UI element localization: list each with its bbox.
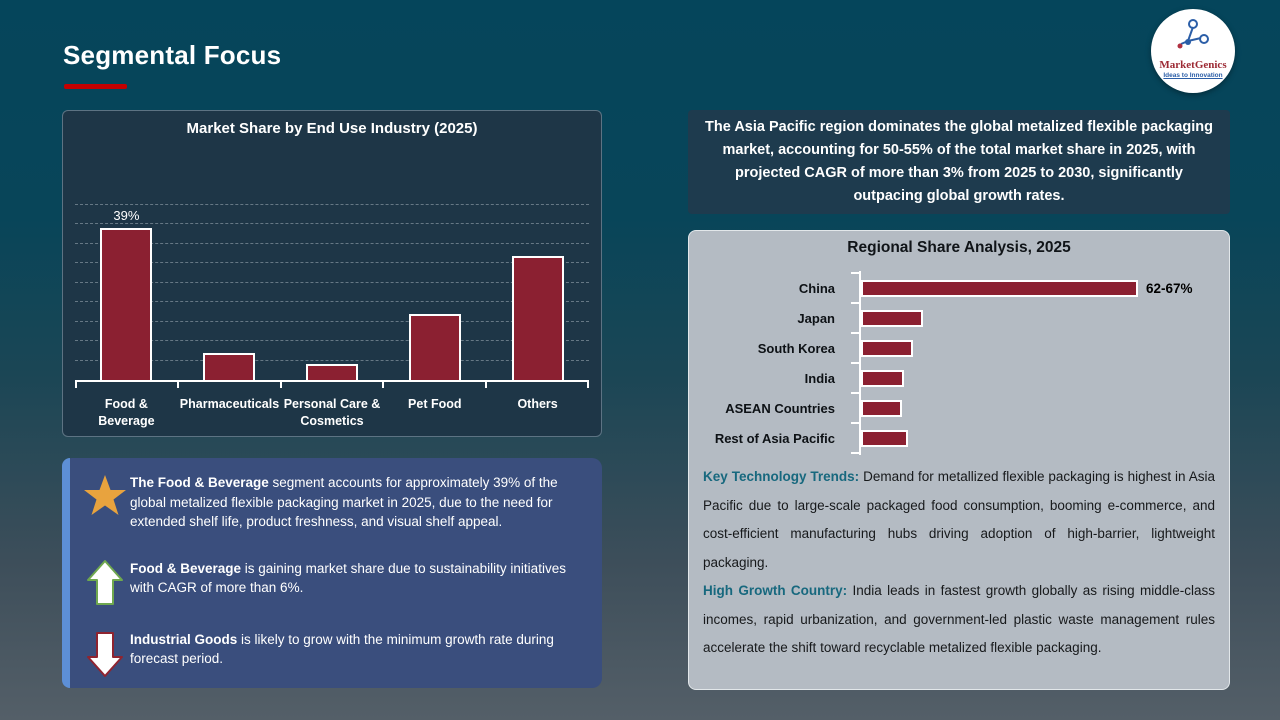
bar-Others: [512, 256, 564, 380]
axis-tick: [177, 380, 179, 388]
regional-row: [699, 303, 1219, 333]
regional-bar-zone: [861, 340, 913, 357]
axis-tick: [851, 272, 859, 274]
key-points-content: [80, 471, 590, 678]
regional-rows: [699, 273, 1219, 453]
logo-name: MarketGenics: [1159, 59, 1227, 71]
regional-bar-zone: [861, 280, 1193, 297]
insight-lead-growth-country: High Growth Country:: [703, 583, 848, 598]
key-point-lead: Food & Beverage: [130, 560, 242, 576]
regional-row: [699, 393, 1219, 423]
page-title: Segmental Focus: [63, 40, 282, 70]
insight-paragraph-growth-country: [703, 577, 1215, 663]
regional-axis-line: [859, 271, 861, 455]
insight-text-technology: Demand for metallized flexible packaging is highest in Asia Pacific due to large-scale packaged food consumption, booming e-commerce, and cost-efficient manufacturing hubs driving adoption of high-barrier, lightweight packaging.: [703, 469, 1215, 570]
bar-slot: [178, 205, 281, 380]
insight-lead-technology: Key Technology Trends:: [703, 469, 860, 484]
regional-category-label: India: [804, 370, 835, 386]
end-use-plot: [75, 205, 589, 382]
key-point-lead: Industrial Goods: [130, 631, 238, 647]
axis-tick: [851, 302, 859, 304]
bar-Personal Care & Cosmetics: [306, 364, 358, 380]
bar-Japan: [861, 310, 923, 327]
key-point-body: is gaining market share due to sustainability initiatives with CAGR of more than 6%.: [130, 560, 566, 595]
asia-pacific-highlight-box: [688, 110, 1230, 214]
insights-block: [703, 463, 1215, 663]
bar-slot: [281, 205, 384, 380]
bar-Rest of Asia Pacific: [861, 430, 908, 447]
category-label: Personal Care & Cosmetics: [283, 397, 381, 428]
bar-Food & Beverage: [100, 228, 152, 380]
regional-category-label: South Korea: [757, 340, 835, 356]
key-point-text: [130, 557, 590, 598]
key-point-text: [130, 471, 590, 532]
category-label: Pharmaceuticals: [179, 397, 280, 411]
regional-row: [699, 423, 1219, 453]
axis-tick: [382, 380, 384, 388]
logo-tagline: Ideas to Innovation: [1163, 72, 1223, 79]
axis-tick: [851, 422, 859, 424]
key-point-body: is likely to grow with the minimum growth rate during forecast period.: [130, 631, 554, 666]
regional-category-label: China: [798, 280, 835, 296]
axis-tick: [851, 452, 859, 454]
axis-tick: [851, 392, 859, 394]
regional-bar-zone: [861, 430, 908, 447]
key-point-food-beverage-growth: [80, 557, 590, 607]
star-icon: [80, 471, 130, 519]
bar-slot: [75, 205, 178, 380]
axis-tick: [485, 380, 487, 388]
regional-row: [699, 273, 1219, 303]
regional-category-label: ASEAN Countries: [725, 400, 835, 416]
up-arrow-icon: [80, 557, 130, 607]
bar-ASEAN Countries: [861, 400, 902, 417]
bar-slot: [486, 205, 589, 380]
title-underline: [64, 84, 127, 89]
category-label: Pet Food: [408, 397, 462, 411]
key-point-body: segment accounts for approximately 39% of the global metalized flexible packaging market in 2025, due to the need for extended shelf life, product freshness, and visual shelf appeal.: [130, 475, 558, 529]
molecule-icon: [1174, 19, 1212, 58]
category-label: Food & Beverage: [98, 397, 155, 428]
key-point-text: [130, 628, 590, 669]
bar-Pet Food: [409, 314, 461, 380]
key-point-food-beverage-share: [80, 471, 590, 532]
end-use-chart-panel: [62, 110, 602, 437]
regional-bar-zone: [861, 310, 923, 327]
regional-row: [699, 333, 1219, 363]
asia-pacific-highlight-text: The Asia Pacific region dominates the global metalized flexible packaging market, accounting for 50-55% of the total market share in 2025, with projected CAGR of more than 3% from 2025 to 2030, significantly outpacing global growth rates.: [705, 119, 1213, 204]
regional-bar-zone: [861, 400, 902, 417]
regional-bar-zone: [861, 370, 904, 387]
regional-category-label: Japan: [797, 310, 835, 326]
bar-data-label: 39%: [113, 208, 140, 224]
key-point-industrial-goods: [80, 628, 590, 678]
axis-tick: [851, 362, 859, 364]
end-use-chart-title: Market Share by End Use Industry (2025): [186, 120, 478, 137]
regional-category-label: Rest of Asia Pacific: [714, 430, 835, 446]
axis-tick: [851, 332, 859, 334]
bar-Pharmaceuticals: [203, 353, 255, 380]
key-points-accent-bar: [62, 458, 70, 688]
insight-paragraph-technology: [703, 463, 1215, 577]
bar-China: [861, 280, 1138, 297]
regional-row: [699, 363, 1219, 393]
bar-India: [861, 370, 904, 387]
insight-text-growth-country: India leads in fastest growth globally as rising middle-class incomes, rapid urbanization, and government-led plastic waste management rules accelerate the shift toward recyclable metalized flexible packaging.: [703, 583, 1216, 655]
regional-panel: [688, 230, 1230, 690]
company-logo: [1151, 9, 1235, 93]
key-points-box: [62, 458, 602, 688]
bar-data-label: 62-67%: [1146, 280, 1193, 296]
category-label: Others: [517, 397, 558, 411]
down-arrow-icon: [80, 628, 130, 678]
regional-chart-title: Regional Share Analysis, 2025: [847, 239, 1071, 256]
axis-tick: [75, 380, 77, 388]
end-use-categories: [75, 396, 589, 430]
bar-South Korea: [861, 340, 913, 357]
bar-slot: [383, 205, 486, 380]
key-point-lead: The Food & Beverage: [130, 475, 269, 490]
axis-tick: [587, 380, 589, 388]
axis-tick: [280, 380, 282, 388]
